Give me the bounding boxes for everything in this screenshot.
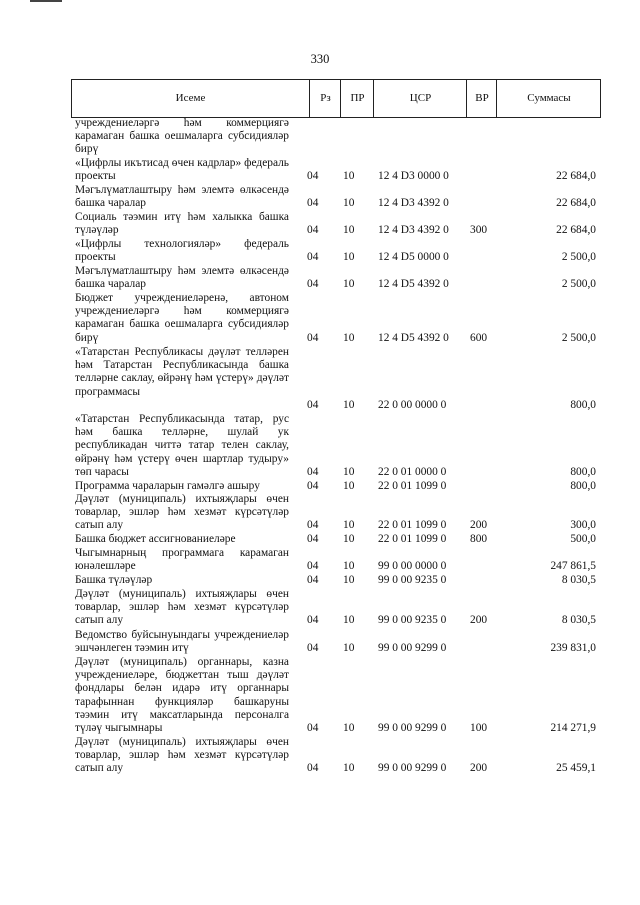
row-vr: 200: [470, 614, 488, 626]
row-rz: 04: [307, 480, 319, 492]
row-rz: 04: [307, 197, 319, 209]
row-sum: 22 684,0: [556, 170, 596, 182]
column-header-pr: ПР: [340, 80, 374, 117]
row-rz: 04: [307, 722, 319, 734]
row-sum: 500,0: [570, 533, 596, 545]
row-pr: 10: [343, 197, 355, 209]
column-header-name: Исеме: [175, 92, 206, 104]
row-name: Программа чараларын гамәлгә ашыру: [75, 480, 260, 492]
row-csr: 99 0 00 9299 0: [378, 722, 447, 734]
row-pr: 10: [343, 480, 355, 492]
row-rz: 04: [307, 642, 319, 654]
row-vr: 200: [470, 762, 488, 774]
row-rz: 04: [307, 170, 319, 182]
row-csr: 99 0 00 9235 0: [378, 614, 447, 626]
column-header-csr: ЦСР: [373, 80, 467, 117]
row-pr: 10: [343, 399, 355, 411]
row-name: Социаль тәэмин итү һәм халыкка башка түләүләр: [75, 211, 289, 237]
row-pr: 10: [343, 614, 355, 626]
row-sum: 22 684,0: [556, 224, 596, 236]
row-sum: 2 500,0: [561, 278, 596, 290]
row-rz: 04: [307, 574, 319, 586]
row-sum: 800,0: [570, 399, 596, 411]
row-name: Дәүләт (муниципаль) ихтыяҗлары өчен товарлар, эшләр һәм хезмәт күрсәтүләр сатып алу: [75, 736, 289, 775]
row-sum: 2 500,0: [561, 251, 596, 263]
row-sum: 247 861,5: [550, 560, 596, 572]
row-csr: 12 4 D3 4392 0: [378, 197, 449, 209]
row-name: Башка түләүләр: [75, 574, 153, 586]
row-rz: 04: [307, 762, 319, 774]
row-rz: 04: [307, 533, 319, 545]
row-pr: 10: [343, 722, 355, 734]
row-pr: 10: [343, 251, 355, 263]
row-csr: 99 0 00 0000 0: [378, 560, 447, 572]
row-sum: 214 271,9: [550, 722, 596, 734]
row-sum: 800,0: [570, 466, 596, 478]
row-pr: 10: [343, 560, 355, 572]
row-name: «Цифрлы икътисад өчен кадрлар» федераль проекты: [75, 157, 289, 183]
row-name: Дәүләт (муниципаль) ихтыяҗлары өчен товарлар, эшләр һәм хезмәт күрсәтүләр сатып алу: [75, 493, 289, 532]
row-csr: 99 0 00 9299 0: [378, 762, 447, 774]
column-header-sum: Суммасы: [496, 80, 601, 117]
row-rz: 04: [307, 519, 319, 531]
row-name: «Татарстан Республикасында татар, рус һәм башка телләрне, шулай ук республикадан читтә татар телен саклау, өйрәнү һәм үстерү өчен шартлар тудыру» төп чарасы: [75, 413, 289, 478]
row-vr: 600: [470, 332, 488, 344]
row-rz: 04: [307, 332, 319, 344]
row-name: Ведомство буйсынуындагы учреждениеләр эшчәнлеген тәэмин итү: [75, 629, 289, 655]
row-name: Дәүләт (муниципаль) ихтыяҗлары өчен товарлар, эшләр һәм хезмәт күрсәтүләр сатып алу: [75, 588, 289, 627]
row-csr: 22 0 01 1099 0: [378, 519, 447, 531]
row-sum: 300,0: [570, 519, 596, 531]
row-sum: 2 500,0: [561, 332, 596, 344]
row-rz: 04: [307, 614, 319, 626]
row-pr: 10: [343, 642, 355, 654]
row-pr: 10: [343, 762, 355, 774]
row-sum: 8 030,5: [561, 574, 596, 586]
row-sum: 8 030,5: [561, 614, 596, 626]
row-csr: 99 0 00 9235 0: [378, 574, 447, 586]
row-csr: 99 0 00 9299 0: [378, 642, 447, 654]
row-rz: 04: [307, 399, 319, 411]
row-vr: 100: [470, 722, 488, 734]
row-pr: 10: [343, 519, 355, 531]
row-name: Дәүләт (муниципаль) органнары, казна учреждениеләре, бюджеттан тыш дәүләт фондлары белән идарә итү органнары тарафыннан функцияләр башкаруны тәэмин итү максатларында персоналга түләү чыгымнары: [75, 656, 289, 735]
row-csr: 22 0 00 0000 0: [378, 399, 447, 411]
row-csr: 22 0 01 0000 0: [378, 466, 447, 478]
row-csr: 12 4 D5 4392 0: [378, 278, 449, 290]
row-name: «Татарстан Республикасы дәүләт телләрен һәм Татарстан Республикасында башка телләрне саклау, өйрәнү һәм үстерү» дәүләт программасы: [75, 346, 289, 398]
row-rz: 04: [307, 251, 319, 263]
row-csr: 12 4 D3 0000 0: [378, 170, 449, 182]
row-rz: 04: [307, 224, 319, 236]
row-sum: 25 459,1: [556, 762, 596, 774]
row-csr: 22 0 01 1099 0: [378, 533, 447, 545]
column-header-vr: ВР: [466, 80, 497, 117]
row-vr: 800: [470, 533, 488, 545]
page-number: 330: [310, 52, 330, 66]
row-csr: 12 4 D5 4392 0: [378, 332, 449, 344]
column-header-rz: Рз: [309, 80, 341, 117]
row-sum: 800,0: [570, 480, 596, 492]
row-name: Башка бюджет ассигнованиеләре: [75, 533, 236, 545]
row-name: Чыгымнарның программага карамаган юнәлешләре: [75, 547, 289, 573]
row-pr: 10: [343, 170, 355, 182]
row-csr: 12 4 D5 0000 0: [378, 251, 449, 263]
row-vr: 200: [470, 519, 488, 531]
row-pr: 10: [343, 332, 355, 344]
row-pr: 10: [343, 533, 355, 545]
row-name: учреждениеләргә һәм коммерциягә карамаган башка оешмаларга субсидияләр бирү: [75, 117, 289, 156]
row-csr: 22 0 01 1099 0: [378, 480, 447, 492]
row-vr: 300: [470, 224, 488, 236]
row-rz: 04: [307, 466, 319, 478]
row-csr: 12 4 D3 4392 0: [378, 224, 449, 236]
row-name: Мәгълүматлаштыру һәм элемтә өлкәсендә башка чаралар: [75, 184, 289, 210]
row-name: Бюджет учреждениеләренә, автоном учреждениеләргә һәм коммерциягә карамаган башка оешмаларга субсидияләр бирү: [75, 292, 289, 344]
row-sum: 239 831,0: [550, 642, 596, 654]
row-name: Мәгълүматлаштыру һәм элемтә өлкәсендә башка чаралар: [75, 265, 289, 291]
row-rz: 04: [307, 278, 319, 290]
row-pr: 10: [343, 574, 355, 586]
row-name: «Цифрлы технологияләр» федераль проекты: [75, 238, 289, 264]
row-pr: 10: [343, 466, 355, 478]
row-pr: 10: [343, 278, 355, 290]
row-pr: 10: [343, 224, 355, 236]
row-sum: 22 684,0: [556, 197, 596, 209]
row-rz: 04: [307, 560, 319, 572]
